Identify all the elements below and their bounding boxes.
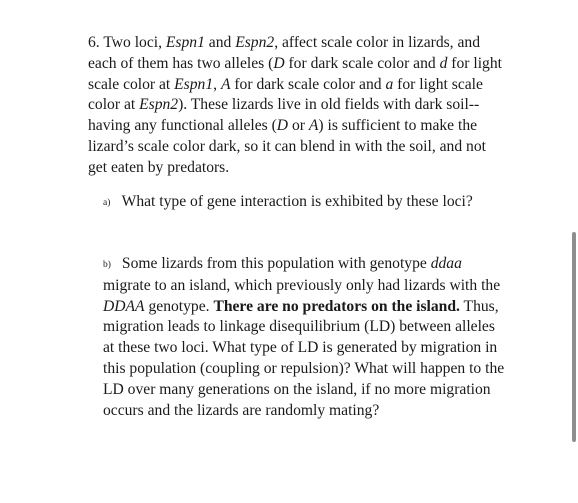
question-6-text [88,33,508,179]
part-b-question [103,254,508,421]
question-text: and [204,34,236,51]
part-a-marker: a) [103,198,111,208]
genotype-symbol: ddaa [430,255,462,272]
part-a-question [103,192,483,214]
emphasis-text: There are no predators on the island. [213,297,460,315]
question-text: ) is sufficient to make the lizard’s scale color dark, so it can blend in with the soil, and not get eaten by predators. [88,117,486,176]
question-text: Two loci, [99,34,166,51]
allele-symbol: A [220,75,231,93]
allele-symbol: D [276,117,289,135]
part-b-text: Some lizards from this population with genotype [118,255,431,272]
question-text: or [288,117,309,135]
question-text: ). These lizards live in old fields with dark soil--having any functional alleles ( [88,96,480,135]
allele-symbol: D [273,54,285,72]
part-a-text: What type of gene interaction is exhibited by these loci? [118,193,473,210]
question-text: , [213,75,221,93]
allele-symbol: a [385,75,394,93]
part-b-text: genotype. [144,297,214,315]
part-b-text: Thus, migration leads to linkage disequilibrium (LD) between alleles at these two loci. What type of LD is generated by migration in this population (coupling or repulsion)? What will happen to the LD over many generations on the island, if no more migration occurs and the lizards are randomly mating? [103,297,505,419]
locus-name: Espn1 [174,75,214,93]
part-b-marker: b) [103,260,111,270]
allele-symbol: d [439,54,448,72]
vertical-scrollbar[interactable] [572,232,576,442]
question-text: for dark scale color and [230,75,386,93]
question-number: 6. [88,34,100,51]
question-text: for light scale color at [88,54,502,93]
locus-name: Espn2 [235,34,275,51]
genotype-symbol: DDAA [103,297,145,315]
locus-name: Espn2 [139,96,179,114]
allele-symbol: A [308,117,319,135]
question-text: for dark scale color and [284,54,440,72]
locus-name: Espn1 [165,34,205,51]
question-text: for light scale color at [88,75,483,114]
part-b-text: migrate to an island, which previously only had lizards with the [103,276,501,294]
question-text: , affect scale color in lizards, and each of them has two alleles ( [88,34,480,72]
